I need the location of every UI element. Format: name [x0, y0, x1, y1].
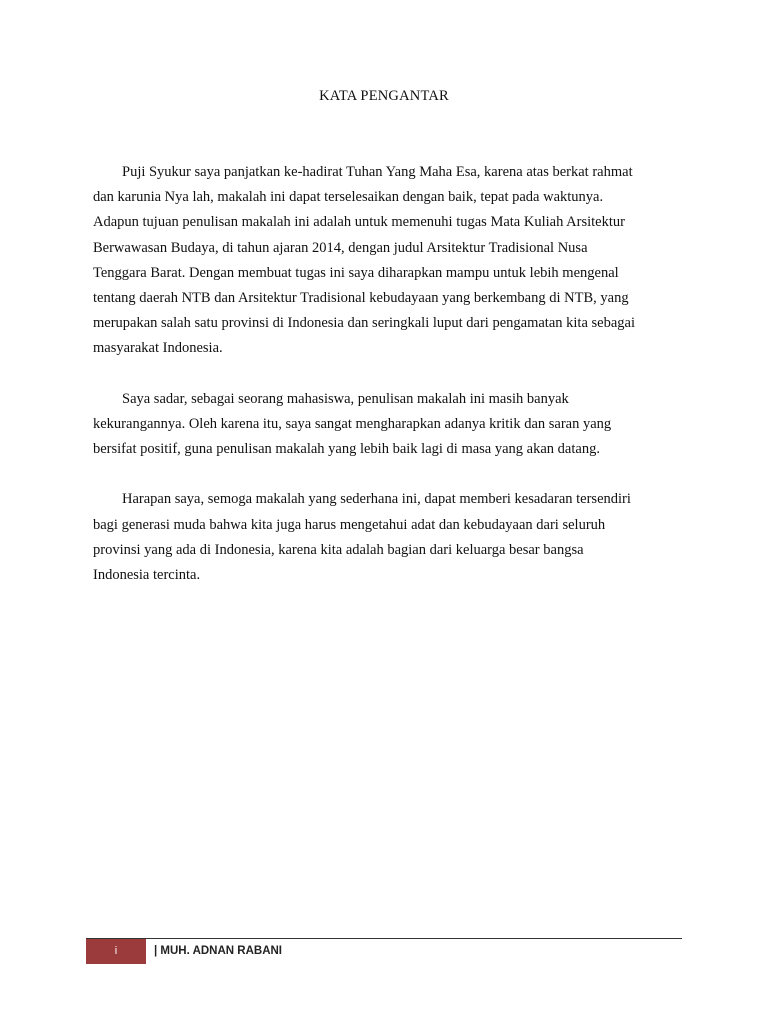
- text-line: provinsi yang ada di Indonesia, karena kita adalah bagian dari keluarga besar bangsa: [93, 541, 584, 558]
- paragraph: [93, 387, 693, 463]
- text-line: Indonesia tercinta.: [93, 567, 201, 583]
- paragraph-gap: [93, 362, 693, 387]
- text-line: kekurangannya. Oleh karena itu, saya sangat mengharapkan adanya kritik dan saran yang: [93, 415, 612, 432]
- text-line: masyarakat Indonesia.: [93, 340, 223, 357]
- text-line: Saya sadar, sebagai seorang mahasiswa, penulisan makalah ini masih banyak: [122, 390, 569, 407]
- page-number: i: [114, 945, 118, 957]
- paragraph: [93, 487, 693, 588]
- text-line: Adapun tujuan penulisan makalah ini adalah untuk memenuhi tugas Mata Kuliah Arsitektur: [93, 214, 625, 231]
- page-number-badge: [86, 939, 146, 964]
- text-line: Tenggara Barat. Dengan membuat tugas ini saya diharapkan mampu untuk lebih mengenal: [93, 264, 619, 281]
- document-body: [93, 160, 693, 588]
- text-line: Berwawasan Budaya, di tahun ajaran 2014, dengan judul Arsitektur Tradisional Nusa: [93, 239, 588, 256]
- text-line: Puji Syukur saya panjatkan ke-hadirat Tuhan Yang Maha Esa, karena atas berkat rahmat: [122, 164, 633, 180]
- footer-author: | MUH. ADNAN RABANI: [154, 945, 283, 957]
- paragraph: [93, 160, 693, 362]
- text-line: bersifat positif, guna penulisan makalah yang lebih baik lagi di masa yang akan datang.: [93, 441, 600, 458]
- text-line: dan karunia Nya lah, makalah ini dapat terselesaikan dengan baik, tepat pada waktunya.: [93, 189, 604, 206]
- paragraph-gap: [93, 462, 693, 487]
- page-title: KATA PENGANTAR: [319, 88, 449, 104]
- text-line: tentang daerah NTB dan Arsitektur Tradisional kebudayaan yang berkembang di NTB, yang: [93, 289, 629, 306]
- text-line: Harapan saya, semoga makalah yang sederhana ini, dapat memberi kesadaran tersendiri: [122, 491, 631, 508]
- text-line: merupakan salah satu provinsi di Indonesia dan seringkali luput dari pengamatan kita sebagai: [93, 315, 635, 332]
- text-line: bagi generasi muda bahwa kita juga harus mengetahui adat dan kebudayaan dari seluruh: [93, 516, 606, 533]
